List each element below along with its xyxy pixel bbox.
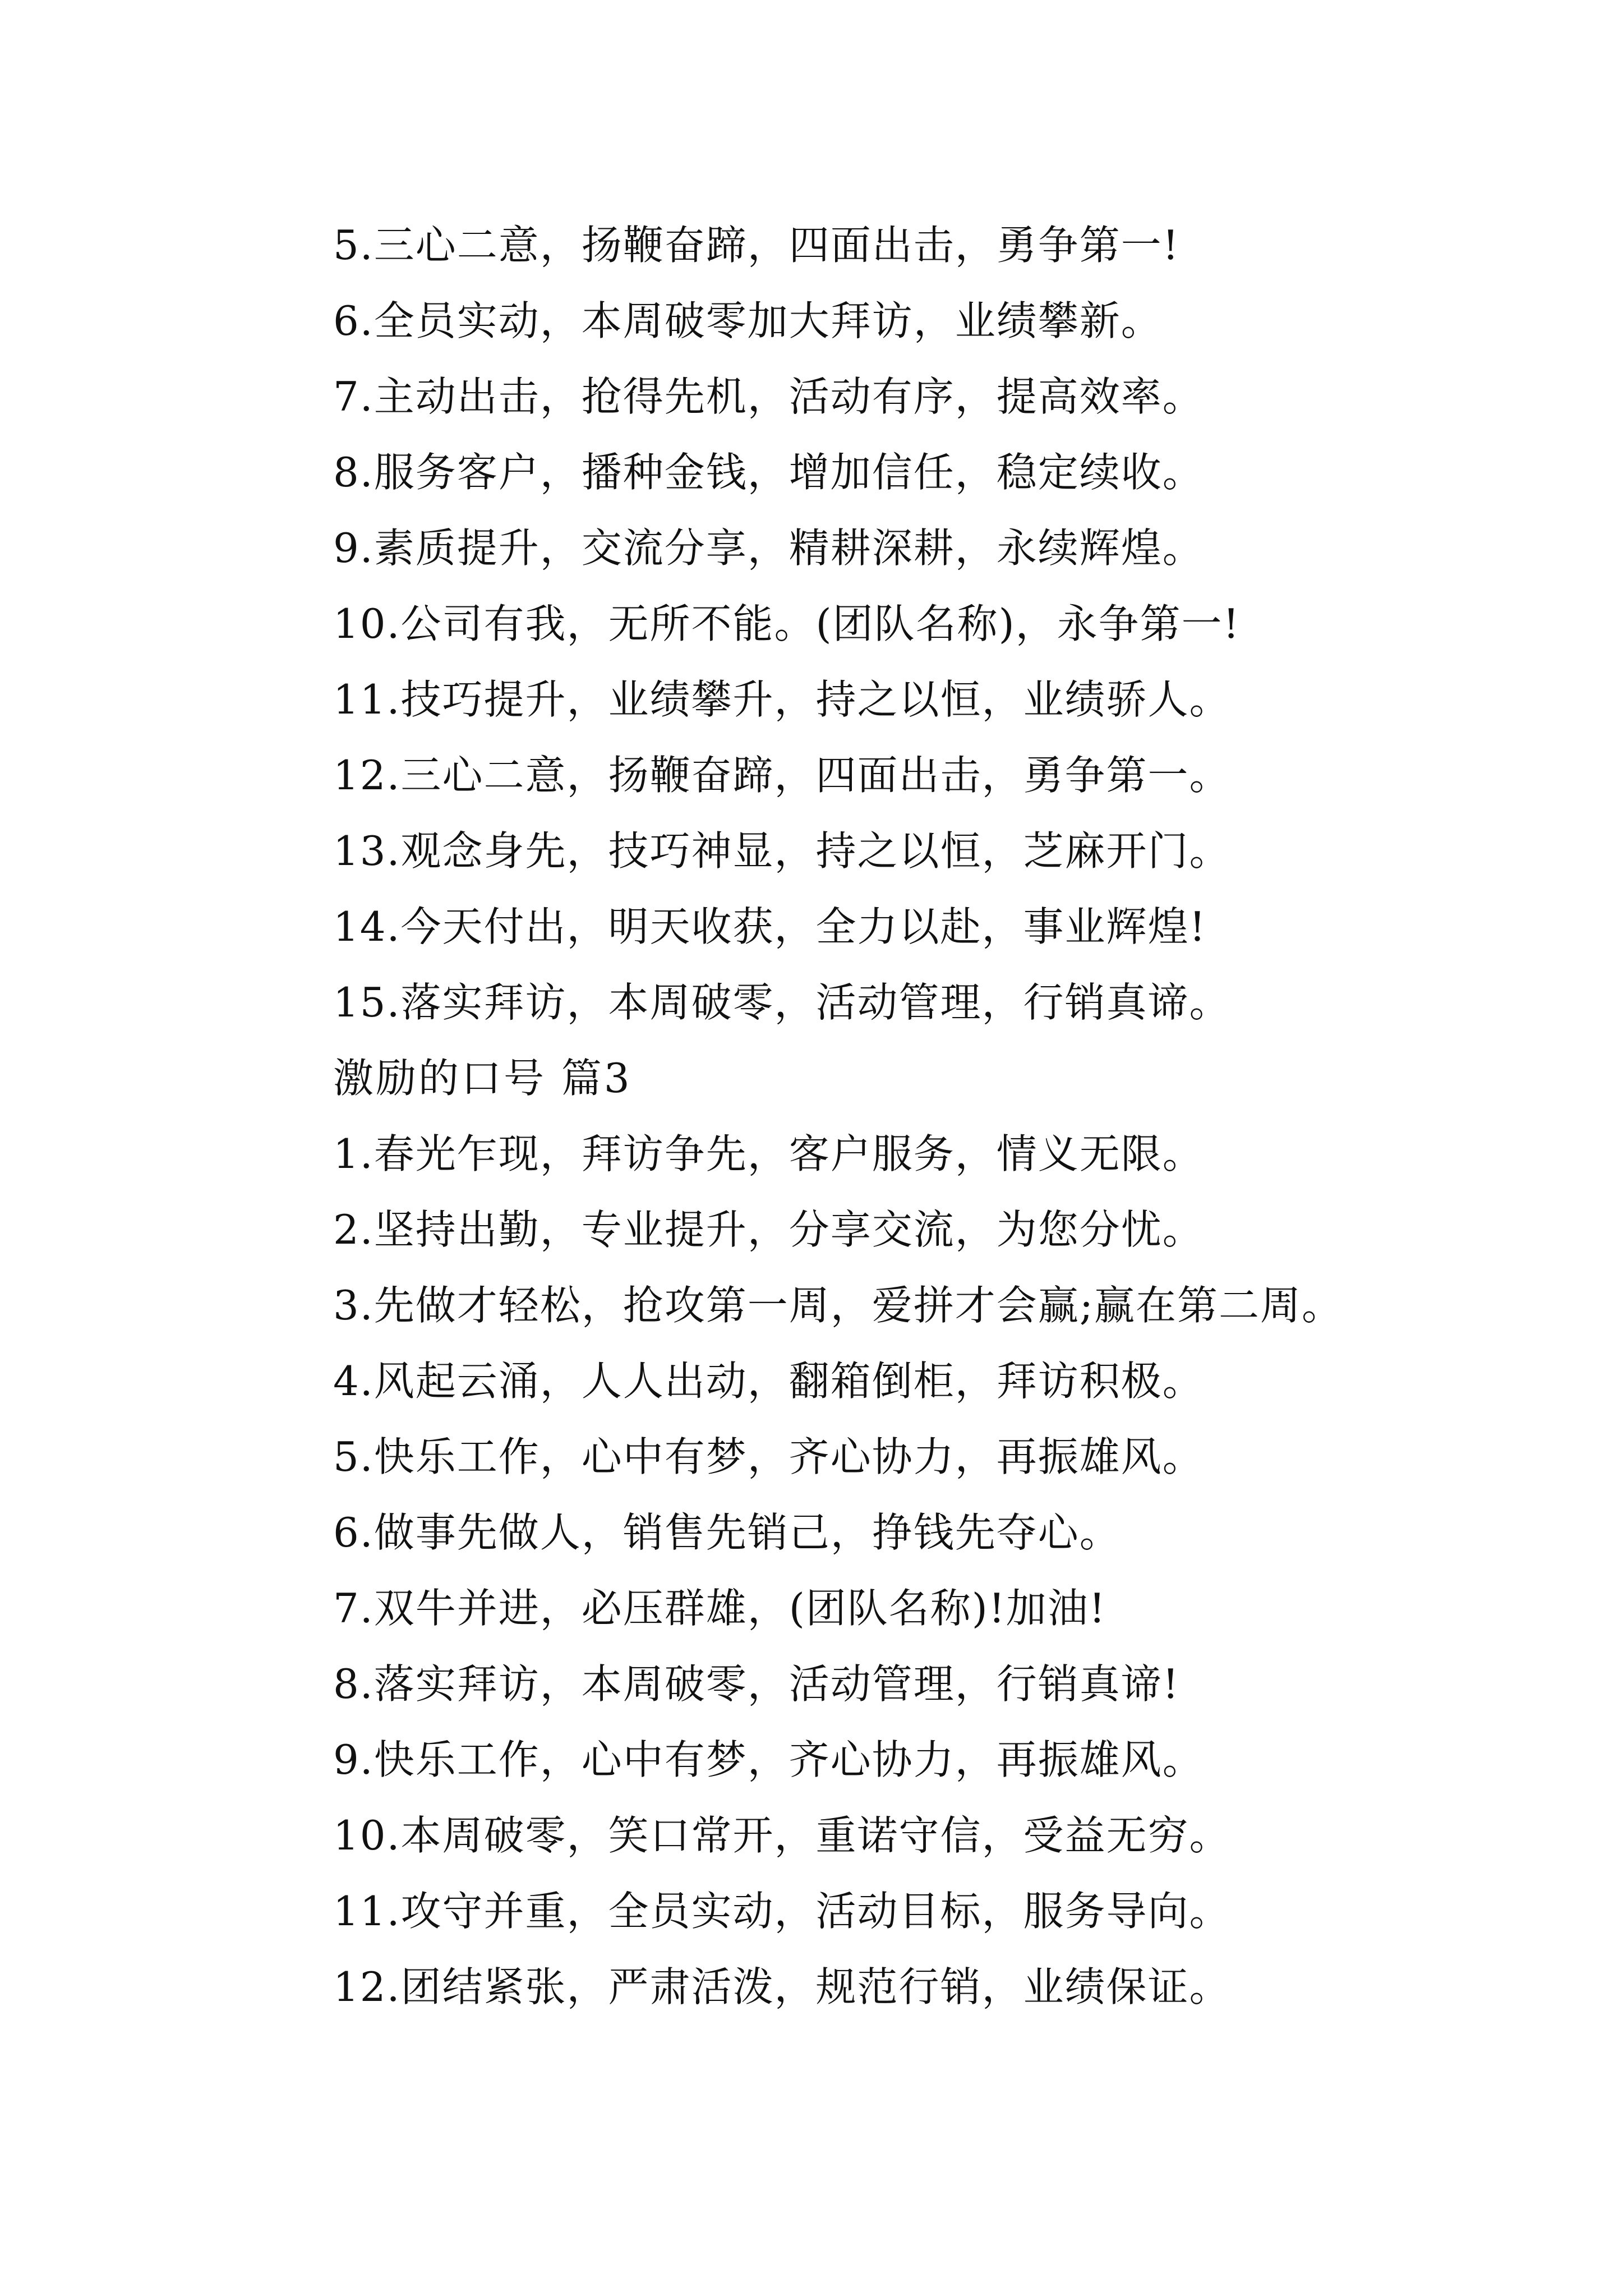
slogan-item: 7.主动出击，抢得先机，活动有序，提高效率。 — [333, 373, 1204, 420]
slogan-item: 9.素质提升，交流分享，精耕深耕，永续辉煌。 — [333, 524, 1204, 572]
slogan-item: 6.做事先做人，销售先销己，挣钱先夺心。 — [333, 1509, 1121, 1556]
slogan-item: 11.攻守并重，全员实动，活动目标，服务导向。 — [333, 1888, 1231, 1935]
slogan-item: 10.公司有我，无所不能。(团队名称)，永争第一! — [333, 600, 1241, 647]
section-heading: 激励的口号 篇3 — [333, 1055, 632, 1102]
slogan-item: 14.今天付出，明天收获，全力以赴，事业辉煌! — [333, 903, 1207, 950]
slogan-item: 7.双牛并进，必压群雄，(团队名称)!加油! — [333, 1585, 1106, 1632]
document-body — [333, 208, 1595, 2025]
slogan-item: 8.落实拜访，本周破零，活动管理，行销真谛! — [333, 1660, 1180, 1708]
slogan-item: 13.观念身先，技巧神显，持之以恒，芝麻开门。 — [333, 827, 1231, 875]
slogan-item: 12.团结紧张，严肃活泼，规范行销，业绩保证。 — [333, 1963, 1231, 2010]
slogan-item: 1.春光乍现，拜访争先，客户服务，情义无限。 — [333, 1130, 1204, 1177]
slogan-item: 5.三心二意，扬鞭奋蹄，四面出击，勇争第一! — [333, 222, 1180, 269]
slogan-item: 12.三心二意，扬鞭奋蹄，四面出击，勇争第一。 — [333, 752, 1231, 799]
slogan-item: 6.全员实动，本周破零加大拜访，业绩攀新。 — [333, 297, 1163, 344]
slogan-item: 11.技巧提升，业绩攀升，持之以恒，业绩骄人。 — [333, 676, 1231, 723]
slogan-item: 4.风起云涌，人人出动，翻箱倒柜，拜访积极。 — [333, 1358, 1204, 1405]
slogan-item: 10.本周破零，笑口常开，重诺守信，受益无穷。 — [333, 1812, 1231, 1859]
slogan-item: 8.服务客户，播种金钱，增加信任，稳定续收。 — [333, 449, 1204, 496]
slogan-item: 3.先做才轻松，抢攻第一周，爱拼才会赢;赢在第二周。 — [333, 1282, 1343, 1329]
slogan-item: 2.坚持出勤，专业提升，分享交流，为您分忧。 — [333, 1206, 1204, 1253]
slogan-item: 15.落实拜访，本周破零，活动管理，行销真谛。 — [333, 979, 1231, 1026]
slogan-item: 5.快乐工作，心中有梦，齐心协力，再振雄风。 — [333, 1433, 1204, 1480]
slogan-item: 9.快乐工作，心中有梦，齐心协力，再振雄风。 — [333, 1736, 1204, 1783]
